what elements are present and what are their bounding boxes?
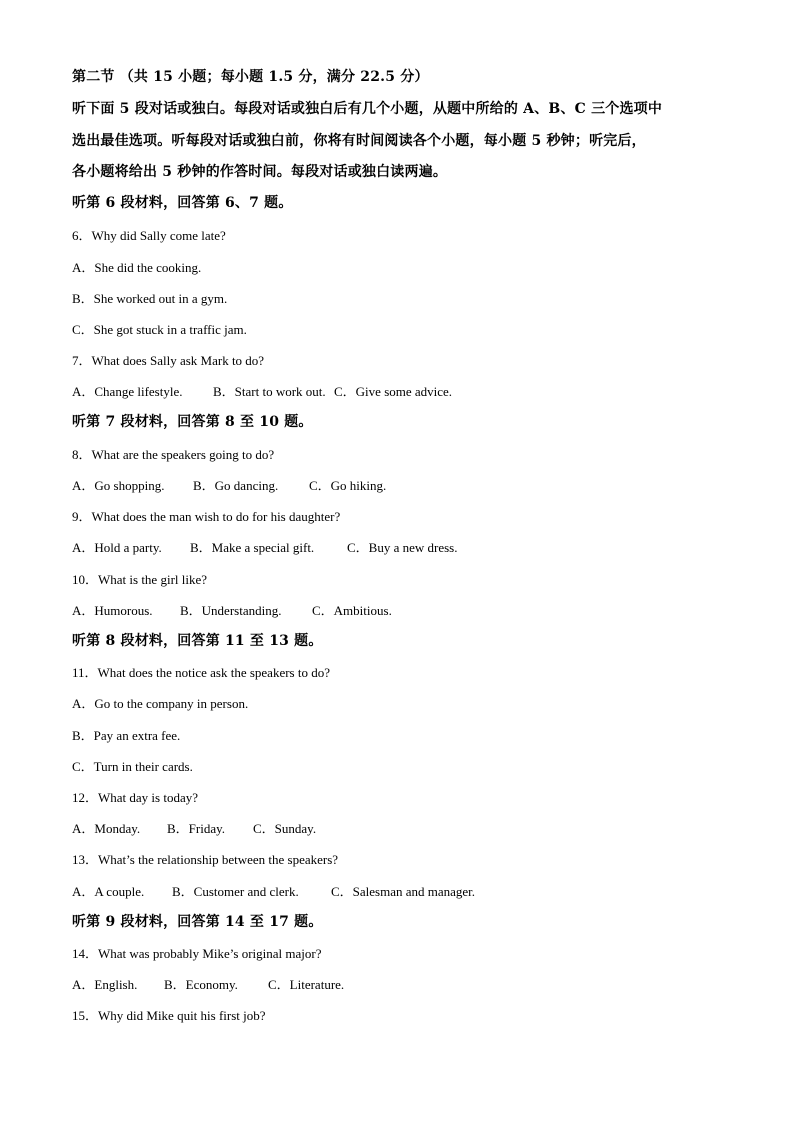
part-heading-9: 听第 9 段材料，回答第 14 至 17 题。 — [72, 914, 323, 930]
question-14-options — [72, 974, 344, 993]
question-15: 15．Why did Mike quit his first job? — [72, 1008, 266, 1023]
question-9: 9．What does the man wish to do for his daughter? — [72, 509, 341, 524]
question-12-options — [72, 818, 316, 837]
question-9-option-c: C．Buy a new dress. — [347, 540, 458, 555]
question-6-option-b: B．She worked out in a gym. — [72, 291, 228, 306]
instructions-line-2: 选出最佳选项。听每段对话或独白前，你将有时间阅读各个小题，每小题 5 秒钟；听完后， — [72, 133, 646, 149]
question-12-option-a: A．Monday. — [72, 821, 141, 836]
question-7: 7．What does Sally ask Mark to do? — [72, 353, 265, 368]
question-10-option-c: C．Ambitious. — [312, 603, 392, 618]
question-7-option-b: B．Start to work out. — [213, 384, 326, 399]
question-11: 11．What does the notice ask the speakers to do? — [72, 665, 330, 680]
question-7-options — [72, 381, 452, 400]
question-6: 6．Why did Sally come late? — [72, 228, 226, 243]
question-10-option-a: A．Humorous. — [72, 603, 153, 618]
question-14-option-b: B．Economy. — [164, 977, 238, 992]
question-8-option-a: A．Go shopping. — [72, 478, 165, 493]
question-8-option-c: C．Go hiking. — [309, 478, 387, 493]
question-13: 13．What’s the relationship between the speakers? — [72, 852, 339, 867]
question-13-option-a: A．A couple. — [72, 884, 145, 899]
question-11-option-b: B．Pay an extra fee. — [72, 728, 181, 743]
part-heading-8: 听第 8 段材料，回答第 11 至 13 题。 — [72, 633, 323, 649]
question-10: 10．What is the girl like? — [72, 572, 208, 587]
question-7-option-a: A．Change lifestyle. — [72, 384, 183, 399]
question-13-option-c: C．Salesman and manager. — [331, 884, 476, 899]
question-7-option-c: C．Give some advice. — [334, 384, 453, 399]
question-8: 8．What are the speakers going to do? — [72, 447, 275, 462]
question-10-option-b: B．Understanding. — [180, 603, 282, 618]
question-12-option-c: C．Sunday. — [253, 821, 317, 836]
part-heading-6: 听第 6 段材料，回答第 6、7 题。 — [72, 195, 293, 211]
instructions-line-3: 各小题将给出 5 秒钟的作答时间。每段对话或独白读两遍。 — [72, 164, 448, 180]
question-6-option-c: C．She got stuck in a traffic jam. — [72, 322, 247, 337]
question-14-option-a: A．English. — [72, 977, 138, 992]
question-12-option-b: B．Friday. — [167, 821, 226, 836]
question-6-option-a: A．She did the cooking. — [72, 260, 202, 275]
question-13-option-b: B．Customer and clerk. — [172, 884, 299, 899]
question-9-options — [72, 537, 458, 556]
question-14-option-c: C．Literature. — [268, 977, 345, 992]
question-12: 12．What day is today? — [72, 790, 198, 805]
question-14: 14．What was probably Mike’s original major? — [72, 946, 322, 961]
question-9-option-a: A．Hold a party. — [72, 540, 162, 555]
question-8-options — [72, 475, 386, 494]
question-13-options — [72, 881, 475, 900]
question-10-options — [72, 600, 392, 619]
question-11-option-c: C．Turn in their cards. — [72, 759, 193, 774]
section-title: 第二节 （共 15 小题；每小题 1.5 分，满分 22.5 分） — [72, 69, 429, 85]
question-9-option-b: B．Make a special gift. — [190, 540, 315, 555]
part-heading-7: 听第 7 段材料，回答第 8 至 10 题。 — [72, 414, 313, 430]
question-11-option-a: A．Go to the company in person. — [72, 696, 249, 711]
instructions-line-1: 听下面 5 段对话或独白。每段对话或独白后有几个小题，从题中所给的 A、B、C 三个选项中 — [72, 101, 663, 117]
question-8-option-b: B．Go dancing. — [193, 478, 279, 493]
